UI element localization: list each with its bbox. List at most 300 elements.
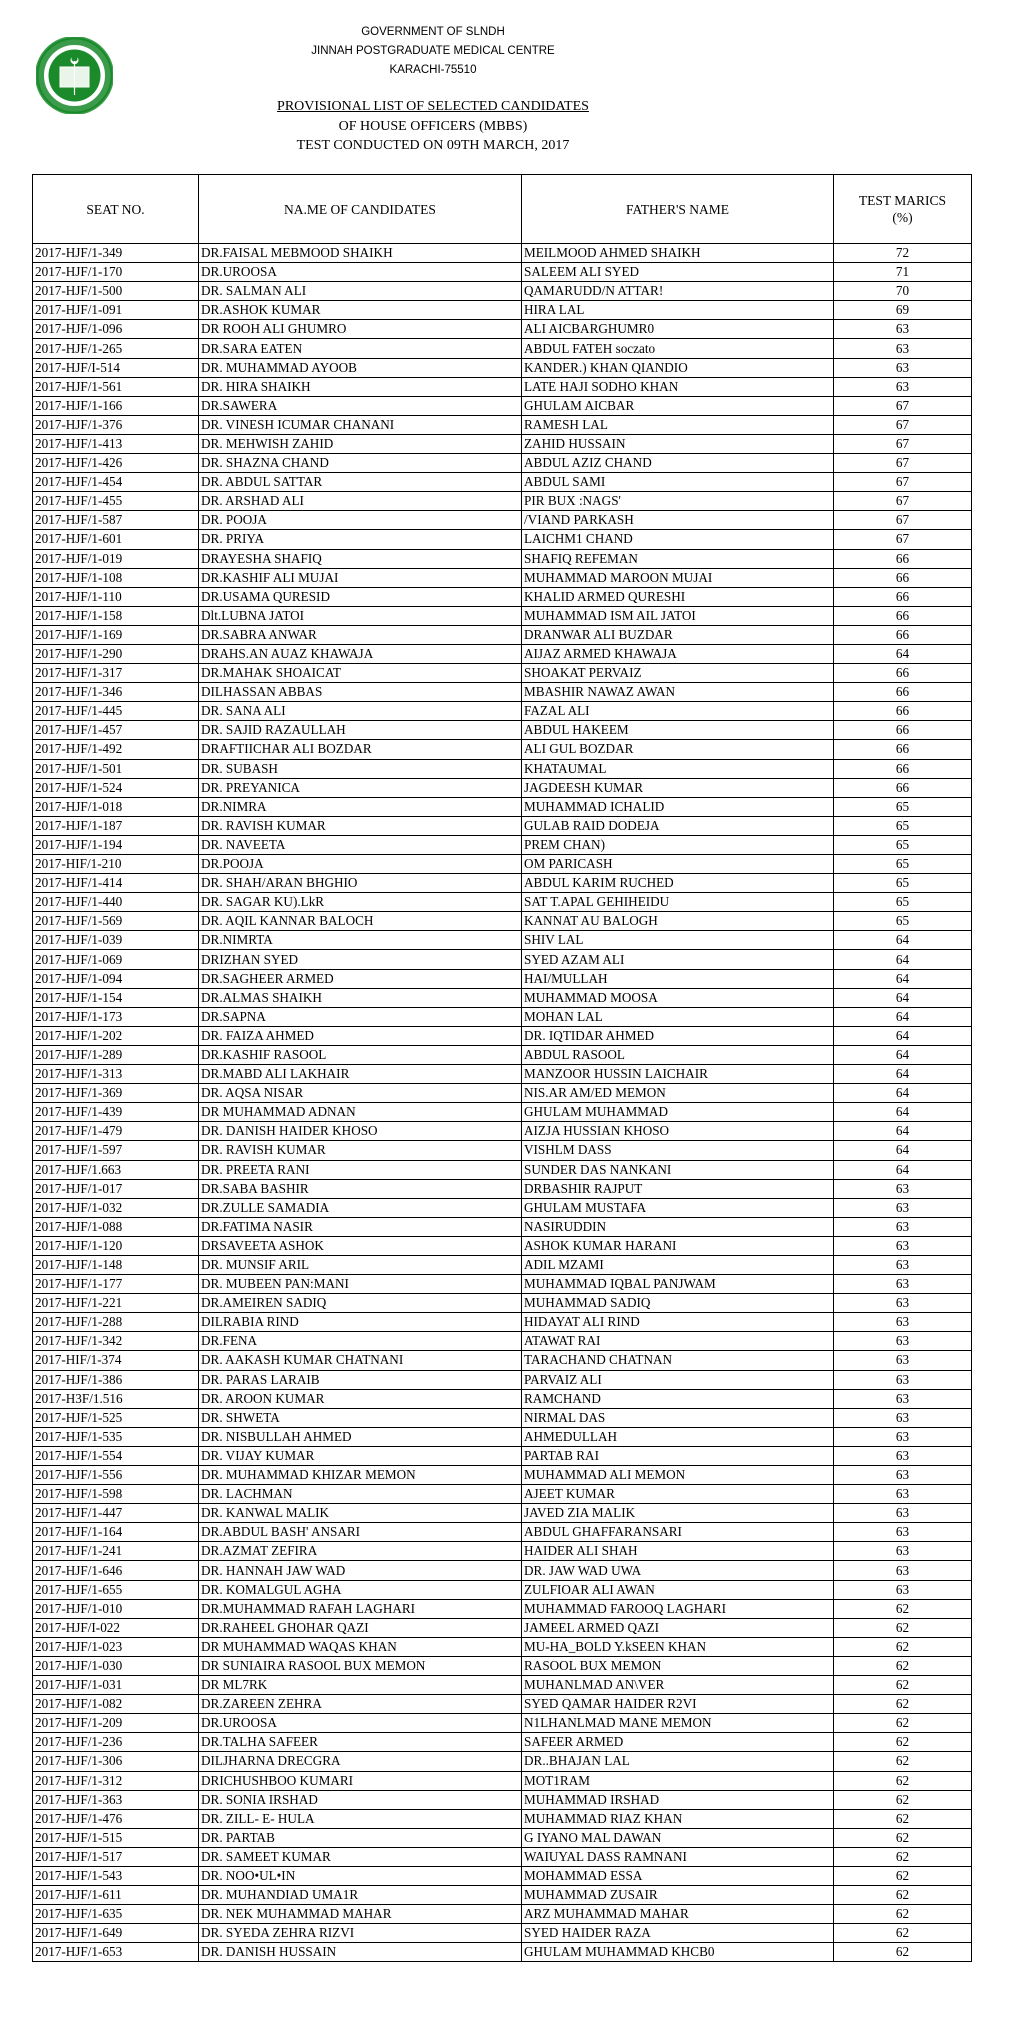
seat-no-cell: 2017-HJF/1-187 [33,816,199,835]
marks-cell: 63 [834,1561,972,1580]
marks-cell: 62 [834,1656,972,1675]
marks-cell: 63 [834,1255,972,1274]
table-row [33,988,972,1007]
seat-no-cell: 2017-HJF/1-018 [33,797,199,816]
candidate-name-cell: DR. RAVISH KUMAR [199,816,522,835]
candidate-name-cell: DR. MEHWISH ZAHID [199,434,522,453]
candidate-name-cell: DR. ABDUL SATTAR [199,473,522,492]
candidate-name-cell: DR.ASHOK KUMAR [199,301,522,320]
marks-cell: 63 [834,1580,972,1599]
father-name-cell: MOT1RAM [522,1771,834,1790]
marks-cell: 62 [834,1637,972,1656]
marks-cell: 63 [834,1179,972,1198]
seat-no-cell: 2017-HJF/1-455 [33,492,199,511]
marks-cell: 62 [834,1771,972,1790]
father-name-cell: MUHAMMAD SADIQ [522,1294,834,1313]
father-name-cell: MOHAMMAD ESSA [522,1866,834,1885]
father-name-cell: N1LHANLMAD MANE MEMON [522,1714,834,1733]
candidate-name-cell: DR. MUHANDIAD UMA1R [199,1886,522,1905]
candidate-name-cell: DR. AQSA NISAR [199,1084,522,1103]
table-row [33,740,972,759]
candidate-name-cell: DR.USAMA QURESID [199,587,522,606]
marks-cell: 64 [834,1084,972,1103]
column-header-father-name: FATHER'S NAME [522,175,834,244]
table-row [33,244,972,263]
table-row [33,1217,972,1236]
table-row [33,1275,972,1294]
candidate-name-cell: DR. KOMALGUL AGHA [199,1580,522,1599]
seat-no-cell: 2017-HJF/1-515 [33,1828,199,1847]
seat-no-cell: 2017-HJF/1-386 [33,1370,199,1389]
table-row [33,1924,972,1943]
table-row [33,1599,972,1618]
table-row [33,931,972,950]
table-row [33,301,972,320]
marks-cell: 63 [834,377,972,396]
candidate-name-cell: DR. SALMAN ALI [199,282,522,301]
father-name-cell: LAICHM1 CHAND [522,530,834,549]
candidate-name-cell: DR.FAISAL MEBMOOD SHAIKH [199,244,522,263]
marks-cell: 64 [834,1160,972,1179]
father-name-cell: KANDER.) KHAN QIANDIO [522,358,834,377]
table-row [33,1045,972,1064]
seat-no-cell: 2017-HJF/1-524 [33,778,199,797]
marks-cell: 63 [834,1351,972,1370]
seat-no-cell: 2017-HJF/1-202 [33,1026,199,1045]
candidate-name-cell: DR.SAPNA [199,1007,522,1026]
seat-no-cell: 2017-HJF/1-525 [33,1408,199,1427]
table-row [33,1733,972,1752]
candidate-name-cell: DR. SAMEET KUMAR [199,1847,522,1866]
seat-no-cell: 2017-HJF/1-010 [33,1599,199,1618]
table-row [33,1866,972,1885]
candidate-name-cell: DR.ALMAS SHAIKH [199,988,522,1007]
seat-no-cell: 2017-HJF/1-094 [33,969,199,988]
marks-cell: 64 [834,1007,972,1026]
marks-cell: 66 [834,664,972,683]
seat-no-cell: 2017-HJF/1-649 [33,1924,199,1943]
table-row [33,1236,972,1255]
seat-no-cell: 2017-HJF/1-313 [33,1065,199,1084]
seat-no-cell: 2017-HJF/1-646 [33,1561,199,1580]
table-row [33,644,972,663]
seat-no-cell: 2017-HJF/1-598 [33,1485,199,1504]
seat-no-cell: 2017-HJF/1-177 [33,1275,199,1294]
father-name-cell: WAIUYAL DASS RAMNANI [522,1847,834,1866]
table-row [33,1160,972,1179]
table-row [33,778,972,797]
seat-no-cell: 2017-HJF/1-535 [33,1427,199,1446]
table-row [33,1294,972,1313]
father-name-cell: SHIV LAL [522,931,834,950]
table-row [33,1103,972,1122]
seat-no-cell: 2017-HJF/1-236 [33,1733,199,1752]
table-row [33,1886,972,1905]
candidate-name-cell: DR. HANNAH JAW WAD [199,1561,522,1580]
seat-no-cell: 2017-HJF/1-611 [33,1886,199,1905]
marks-cell: 63 [834,1236,972,1255]
table-row [33,434,972,453]
seat-no-cell: 2017-HJF/1-369 [33,1084,199,1103]
candidate-name-cell: DR. KANWAL MALIK [199,1504,522,1523]
seat-no-cell: 2017-HJF/1-209 [33,1714,199,1733]
seat-no-cell: 2017-HJF/1-306 [33,1752,199,1771]
seat-no-cell: 2017-HJF/1-501 [33,759,199,778]
marks-cell: 69 [834,301,972,320]
candidate-name-cell: DR.KASHIF RASOOL [199,1045,522,1064]
marks-cell: 62 [834,1943,972,1962]
table-row [33,702,972,721]
father-name-cell: PARVAIZ ALI [522,1370,834,1389]
marks-cell: 63 [834,1408,972,1427]
candidate-name-cell: DR. AROON KUMAR [199,1389,522,1408]
father-name-cell: SHAFIQ REFEMAN [522,549,834,568]
candidate-name-cell: DR. NOO•UL•IN [199,1866,522,1885]
father-name-cell: MOHAN LAL [522,1007,834,1026]
candidate-name-cell: DR.AMEIREN SADIQ [199,1294,522,1313]
seat-no-cell: 2017-HIF/1-210 [33,855,199,874]
father-name-cell: AHMEDULLAH [522,1427,834,1446]
father-name-cell: /VIAND PARKASH [522,511,834,530]
marks-cell: 65 [834,912,972,931]
marks-cell: 65 [834,816,972,835]
candidate-name-cell: DR.SAWERA [199,396,522,415]
marks-cell: 63 [834,1275,972,1294]
candidate-name-cell: DR MUHAMMAD WAQAS KHAN [199,1637,522,1656]
seat-no-cell: 2017-HJF/1-169 [33,625,199,644]
marks-cell: 66 [834,606,972,625]
father-name-cell: ABDUL SAMI [522,473,834,492]
marks-cell: 63 [834,1542,972,1561]
marks-cell: 63 [834,339,972,358]
father-name-cell: SYED HAIDER RAZA [522,1924,834,1943]
candidate-name-cell: DR. LACHMAN [199,1485,522,1504]
marks-cell: 65 [834,797,972,816]
father-name-cell: ATAWAT RAI [522,1332,834,1351]
father-name-cell: ADIL MZAMI [522,1255,834,1274]
candidate-name-cell: DR. SHWETA [199,1408,522,1427]
candidate-name-cell: DR. SANA ALI [199,702,522,721]
marks-cell: 66 [834,549,972,568]
marks-cell: 63 [834,1332,972,1351]
father-name-cell: RAMCHAND [522,1389,834,1408]
marks-cell: 66 [834,568,972,587]
seat-no-cell: 2017-HJF/1-023 [33,1637,199,1656]
father-name-cell: DRANWAR ALI BUZDAR [522,625,834,644]
seat-no-cell: 2017-HJF/1-414 [33,874,199,893]
seat-no-cell: 2017-HJF/1-039 [33,931,199,950]
table-row [33,1943,972,1962]
seat-no-cell: 2017-HJF/1-517 [33,1847,199,1866]
father-name-cell: GULAB RAID DODEJA [522,816,834,835]
seat-no-cell: 2017-HJF/1-170 [33,263,199,282]
father-name-cell: MUHAMMAD IQBAL PANJWAM [522,1275,834,1294]
table-row [33,1637,972,1656]
table-row [33,721,972,740]
father-name-cell: ABDUL FATEH soczato [522,339,834,358]
candidate-name-cell: DR.MUHAMMAD RAFAH LAGHARI [199,1599,522,1618]
father-name-cell: FAZAL ALI [522,702,834,721]
father-name-cell: NIRMAL DAS [522,1408,834,1427]
seat-no-cell: 2017-H3F/1.516 [33,1389,199,1408]
candidate-name-cell: DR. PARAS LARAIB [199,1370,522,1389]
seat-no-cell: 2017-HJF/1-312 [33,1771,199,1790]
marks-cell: 62 [834,1752,972,1771]
marks-cell: 66 [834,702,972,721]
seat-no-cell: 2017-HJF/1-492 [33,740,199,759]
marks-cell: 64 [834,1065,972,1084]
table-row [33,511,972,530]
table-row [33,606,972,625]
marks-cell: 67 [834,511,972,530]
candidate-name-cell: DR. SAJID RAZAULLAH [199,721,522,740]
table-row [33,664,972,683]
father-name-cell: MANZOOR HUSSIN LAICHAIR [522,1065,834,1084]
father-name-cell: KHATAUMAL [522,759,834,778]
table-row [33,1084,972,1103]
father-name-cell: QAMARUDD/N ATTAR! [522,282,834,301]
marks-cell: 62 [834,1866,972,1885]
seat-no-cell: 2017-HJF/1-290 [33,644,199,663]
father-name-cell: HIRA LAL [522,301,834,320]
candidate-name-cell: DR. MUNSIF ARIL [199,1255,522,1274]
table-row [33,320,972,339]
candidate-name-cell: DR.SAGHEER ARMED [199,969,522,988]
father-name-cell: SAT T.APAL GEHIHEIDU [522,893,834,912]
father-name-cell: DR..BHAJAN LAL [522,1752,834,1771]
father-name-cell: KHALID ARMED QURESHI [522,587,834,606]
seat-no-cell: 2017-HJF/1-635 [33,1905,199,1924]
father-name-cell: SALEEM ALI SYED [522,263,834,282]
table-row [33,1580,972,1599]
table-row [33,683,972,702]
father-name-cell: AJEET KUMAR [522,1485,834,1504]
table-row [33,1370,972,1389]
table-row [33,1255,972,1274]
candidates-table [32,174,972,1962]
marks-cell: 70 [834,282,972,301]
candidate-name-cell: DR. SAGAR KU).LkR [199,893,522,912]
seat-no-cell: 2017-HJF/1-346 [33,683,199,702]
seat-no-cell: 2017-HJF/1-587 [33,511,199,530]
candidate-name-cell: DR. PRIYA [199,530,522,549]
table-row [33,1847,972,1866]
table-row [33,1122,972,1141]
marks-cell: 63 [834,1198,972,1217]
candidate-name-cell: DR. NAVEETA [199,835,522,854]
father-name-cell: MU-HA_BOLD Y.kSEEN KHAN [522,1637,834,1656]
father-name-cell: MUHAMMAD ALI MEMON [522,1466,834,1485]
candidate-name-cell: DRICHUSHBOO KUMARI [199,1771,522,1790]
marks-cell: 66 [834,759,972,778]
candidate-name-cell: DR. DANISH HUSSAIN [199,1943,522,1962]
marks-cell: 65 [834,874,972,893]
candidate-name-cell: DR. MUHAMMAD AYOOB [199,358,522,377]
seat-no-cell: 2017-HJF/1-556 [33,1466,199,1485]
seat-no-cell: 2017-HJF/1-500 [33,282,199,301]
table-row [33,587,972,606]
marks-cell: 62 [834,1599,972,1618]
seat-no-cell: 2017-HIF/1-374 [33,1351,199,1370]
table-row [33,1771,972,1790]
father-name-cell: SUNDER DAS NANKANI [522,1160,834,1179]
seat-no-cell: 2017-HJF/1-265 [33,339,199,358]
table-row [33,454,972,473]
candidate-name-cell: DR.MABD ALI LAKHAIR [199,1065,522,1084]
seat-no-cell: 2017-HJF/1-017 [33,1179,199,1198]
father-name-cell: DR. IQTIDAR AHMED [522,1026,834,1045]
marks-cell: 63 [834,1504,972,1523]
candidate-name-cell: Dlt.LUBNA JATOI [199,606,522,625]
father-name-cell: MBASHIR NAWAZ AWAN [522,683,834,702]
seat-no-cell: 2017-HJF/1-653 [33,1943,199,1962]
seat-no-cell: 2017-HJF/1-554 [33,1446,199,1465]
father-name-cell: NASIRUDDIN [522,1217,834,1236]
marks-cell: 65 [834,835,972,854]
father-name-cell: PARTAB RAI [522,1446,834,1465]
seat-no-cell: 2017-HJF/1-164 [33,1523,199,1542]
father-name-cell: MUHAMMAD ICHALID [522,797,834,816]
table-row [33,1752,972,1771]
candidate-name-cell: DR.AZMAT ZEFIRA [199,1542,522,1561]
seat-no-cell: 2017-HJF/1-447 [33,1504,199,1523]
father-name-cell: GHULAM AICBAR [522,396,834,415]
seat-no-cell: 2017-HJF/1-108 [33,568,199,587]
seat-no-cell: 2017-HJF/1-454 [33,473,199,492]
candidate-name-cell: DR. NEK MUHAMMAD MAHAR [199,1905,522,1924]
marks-cell: 64 [834,1026,972,1045]
table-row [33,1618,972,1637]
seat-no-cell: 2017-HJF/1-288 [33,1313,199,1332]
seat-no-cell: 2017-HJF/1-069 [33,950,199,969]
candidate-name-cell: DR. POOJA [199,511,522,530]
candidate-name-cell: DRAFTIICHAR ALI BOZDAR [199,740,522,759]
candidate-name-cell: DR.NIMRTA [199,931,522,950]
marks-cell: 62 [834,1733,972,1752]
table-row [33,1790,972,1809]
father-name-cell: HAI/MULLAH [522,969,834,988]
marks-cell: 64 [834,950,972,969]
table-row [33,1198,972,1217]
candidate-name-cell: DR. SONIA IRSHAD [199,1790,522,1809]
father-name-cell: ASHOK KUMAR HARANI [522,1236,834,1255]
candidate-name-cell: DR.FATIMA NASIR [199,1217,522,1236]
candidate-name-cell: DR.RAHEEL GHOHAR QAZI [199,1618,522,1637]
government-line: GOVERNMENT OF SLNDH [361,26,505,38]
marks-cell: 62 [834,1847,972,1866]
candidate-name-cell: DR. VINESH ICUMAR CHANANI [199,415,522,434]
father-name-cell: ZAHID HUSSAIN [522,434,834,453]
marks-cell: 63 [834,1446,972,1465]
seat-no-cell: 2017-HJF/I-514 [33,358,199,377]
father-name-cell: AIJAZ ARMED KHAWAJA [522,644,834,663]
institution-line: JINNAH POSTGRADUATE MEDICAL CENTRE [311,45,555,57]
document-title: PROVISIONAL LIST OF SELECTED CANDIDATES [277,99,589,114]
candidate-name-cell: DR.SABA BASHIR [199,1179,522,1198]
marks-cell: 67 [834,434,972,453]
marks-cell: 62 [834,1695,972,1714]
father-name-cell: ABDUL AZIZ CHAND [522,454,834,473]
table-row [33,1809,972,1828]
marks-cell: 62 [834,1714,972,1733]
seat-no-cell: 2017-HJF/1-426 [33,454,199,473]
candidate-name-cell: DR.FENA [199,1332,522,1351]
marks-cell: 67 [834,396,972,415]
candidate-name-cell: DR ML7RK [199,1676,522,1695]
father-name-cell: ABDUL HAKEEM [522,721,834,740]
father-name-cell: MUHAMMAD FAROOQ LAGHARI [522,1599,834,1618]
candidate-name-cell: DR.ZULLE SAMADIA [199,1198,522,1217]
candidate-name-cell: DR ROOH ALI GHUMRO [199,320,522,339]
marks-cell: 63 [834,1370,972,1389]
candidate-name-cell: DR SUNIAIRA RASOOL BUX MEMON [199,1656,522,1675]
table-row [33,1351,972,1370]
seat-no-cell: 2017-HJF/1-342 [33,1332,199,1351]
table-row [33,835,972,854]
father-name-cell: ABDUL GHAFFARANSARI [522,1523,834,1542]
candidate-name-cell: DR. SHAZNA CHAND [199,454,522,473]
seat-no-cell: 2017-HJF/1-032 [33,1198,199,1217]
father-name-cell: AIZJA HUSSIAN KHOSO [522,1122,834,1141]
seat-no-cell: 2017-HJF/1-158 [33,606,199,625]
seat-no-cell: 2017-HJF/1-019 [33,549,199,568]
father-name-cell: G IYANO MAL DAWAN [522,1828,834,1847]
marks-cell: 62 [834,1618,972,1637]
seat-no-cell: 2017-HJF/1-082 [33,1695,199,1714]
table-row [33,1408,972,1427]
seat-no-cell: 2017-HJF/1-173 [33,1007,199,1026]
candidate-name-cell: DR. MUHAMMAD KHIZAR MEMON [199,1466,522,1485]
marks-cell: 62 [834,1828,972,1847]
father-name-cell: MUHAMMAD MAROON MUJAI [522,568,834,587]
marks-cell: 63 [834,1217,972,1236]
marks-cell: 66 [834,587,972,606]
seat-no-cell: 2017-HJF/1-476 [33,1809,199,1828]
table-row [33,950,972,969]
candidate-name-cell: DR. FAIZA AHMED [199,1026,522,1045]
marks-cell: 63 [834,1389,972,1408]
candidate-name-cell: DR.TALHA SAFEER [199,1733,522,1752]
marks-cell: 65 [834,855,972,874]
father-name-cell: KANNAT AU BALOGH [522,912,834,931]
table-row [33,625,972,644]
father-name-cell: ABDUL RASOOL [522,1045,834,1064]
father-name-cell: MUHAMMAD MOOSA [522,988,834,1007]
table-row [33,1065,972,1084]
seat-no-cell: 2017-HJF/1-439 [33,1103,199,1122]
father-name-cell: RAMESH LAL [522,415,834,434]
candidate-name-cell: DR. SUBASH [199,759,522,778]
father-name-cell: OM PARICASH [522,855,834,874]
candidate-name-cell: DR. PARTAB [199,1828,522,1847]
marks-cell: 63 [834,1466,972,1485]
table-row [33,1676,972,1695]
candidate-name-cell: DR.SABRA ANWAR [199,625,522,644]
seat-no-cell: 2017-HJF/I-022 [33,1618,199,1637]
marks-cell: 63 [834,1427,972,1446]
father-name-cell: JAMEEL ARMED QAZI [522,1618,834,1637]
seat-no-cell: 2017-HJF/1-601 [33,530,199,549]
candidate-name-cell: DR.UROOSA [199,1714,522,1733]
table-row [33,912,972,931]
marks-cell: 66 [834,721,972,740]
test-date-line: TEST CONDUCTED ON 09TH MARCH, 2017 [296,138,570,153]
father-name-cell: RASOOL BUX MEMON [522,1656,834,1675]
candidate-name-cell: DILRABIA RIND [199,1313,522,1332]
father-name-cell: SYED AZAM ALI [522,950,834,969]
father-name-cell: SYED QAMAR HAIDER R2VI [522,1695,834,1714]
table-row [33,1389,972,1408]
